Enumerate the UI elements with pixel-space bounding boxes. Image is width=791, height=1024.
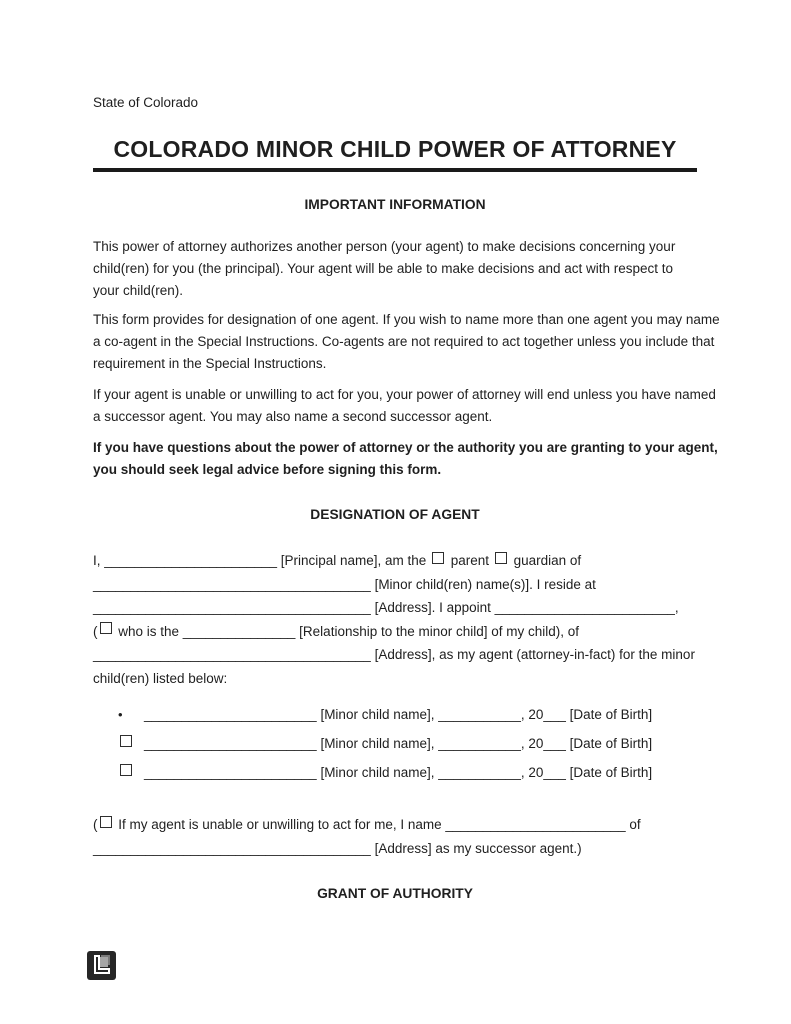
document-title: COLORADO MINOR CHILD POWER OF ATTORNEY xyxy=(93,136,697,172)
year-blank: ___ xyxy=(543,736,566,751)
birth-date-blank: ___________ xyxy=(438,707,521,722)
paragraph-line: a successor agent. You may also name a second successor agent. xyxy=(93,409,493,424)
child-row xyxy=(93,700,697,729)
successor-name-blank: ________________________ xyxy=(445,817,626,832)
form-line-agent-address xyxy=(93,643,697,667)
child-row xyxy=(93,729,697,758)
form-line-minor-children-names xyxy=(93,573,697,597)
paragraph-one-agent xyxy=(93,309,720,375)
dob-label: [Date of Birth] xyxy=(565,765,653,780)
paragraph-line: This power of attorney authorizes another person (your agent) to make decisions concerning your xyxy=(93,239,676,254)
paragraph-line: If your agent is unable or unwilling to act for you, your power of attorney will end unless you have named xyxy=(93,387,716,402)
marker-cell xyxy=(118,758,144,787)
principal-name-blank: _______________________ xyxy=(104,553,277,568)
paragraph-legal-advice xyxy=(93,437,718,481)
form-line-principal xyxy=(93,549,697,573)
guardian-checkbox xyxy=(495,552,507,564)
state-label: State of Colorado xyxy=(93,95,199,110)
minor-children-list xyxy=(93,700,697,787)
dob-label: [Date of Birth] xyxy=(565,707,653,722)
address-appoint-text: [Address]. I appoint xyxy=(370,600,495,615)
bullet-icon: • xyxy=(118,707,123,722)
birth-date-blank: ___________ xyxy=(438,736,521,751)
designation-form xyxy=(93,549,697,690)
guardian-label: guardian of xyxy=(509,553,582,568)
dob-label: [Date of Birth] xyxy=(565,736,653,751)
paragraph-successor-info xyxy=(93,384,716,428)
minor-children-names-label: [Minor child(ren) name(s)]. I reside at xyxy=(370,576,596,592)
paragraph-line: This form provides for designation of one agent. If you wish to name more than one agent you may name xyxy=(93,312,720,327)
birth-date-blank: ___________ xyxy=(438,765,521,780)
agent-name-blank: ________________________ xyxy=(494,600,675,615)
successor-checkbox xyxy=(100,816,112,828)
open-paren: ( xyxy=(93,817,98,832)
principal-address-blank: _____________________________________ xyxy=(93,600,371,615)
parent-label: parent xyxy=(447,553,493,568)
paragraph-line: you should seek legal advice before signing this form. xyxy=(93,462,442,477)
child-name-label: [Minor child name], xyxy=(316,707,439,722)
successor-agent-clause xyxy=(93,813,697,860)
agent-address-blank: _____________________________________ xyxy=(93,647,371,662)
year-blank: ___ xyxy=(543,707,566,722)
child-checkbox xyxy=(120,735,132,747)
relationship-blank: _______________ xyxy=(182,623,296,639)
child-name-blank: _______________________ xyxy=(144,765,317,780)
relationship-label: [Relationship to the minor child] of my child), of xyxy=(295,623,580,639)
child-name-label: [Minor child name], xyxy=(316,736,439,751)
form-line-successor-name xyxy=(93,813,697,837)
paragraph-line: a co-agent in the Special Instructions. Co-agents are not required to act together unless you include that xyxy=(93,334,715,349)
paragraph-line: If you have questions about the power of attorney or the authority you are granting to your agent, xyxy=(93,440,718,455)
child-name-label: [Minor child name], xyxy=(316,765,439,780)
open-paren: ( xyxy=(93,623,98,639)
year-blank: ___ xyxy=(543,765,566,780)
marker-cell xyxy=(118,729,144,758)
section-heading-important-information: IMPORTANT INFORMATION xyxy=(304,197,486,212)
principal-pre-text: I, xyxy=(93,553,105,568)
paragraph-authorization xyxy=(93,236,697,302)
successor-of-text: of xyxy=(625,817,641,832)
paragraph-line: your child(ren). xyxy=(93,283,184,298)
parent-checkbox xyxy=(432,552,444,564)
successor-address-label: [Address] as my successor agent.) xyxy=(370,840,582,856)
year-prefix: , 20 xyxy=(520,765,544,780)
legaltemplates-logo-icon xyxy=(87,951,116,980)
section-heading-designation-of-agent: DESIGNATION OF AGENT xyxy=(310,507,480,522)
marker-cell xyxy=(118,700,144,729)
form-line-listed-below: child(ren) listed below: xyxy=(93,670,228,686)
form-line-relationship xyxy=(93,620,697,644)
agent-address-label: [Address], as my agent (attorney-in-fact) for the minor xyxy=(370,647,695,662)
child-checkbox xyxy=(120,764,132,776)
successor-address-blank: _____________________________________ xyxy=(93,840,371,856)
child-row xyxy=(93,758,697,787)
relationship-pre-text: who is the xyxy=(114,623,183,639)
form-line-principal-address xyxy=(93,596,697,620)
paragraph-line: requirement in the Special Instructions. xyxy=(93,356,327,371)
paragraph-line: child(ren) for you (the principal). Your agent will be able to make decisions and act with respect to xyxy=(93,261,674,276)
child-name-blank: _______________________ xyxy=(144,707,317,722)
minor-children-names-blank: _____________________________________ xyxy=(93,576,371,592)
principal-mid-text: [Principal name], am the xyxy=(276,553,431,568)
comma-text: , xyxy=(674,600,679,615)
form-line-successor-address xyxy=(93,837,697,861)
relationship-checkbox xyxy=(100,622,112,634)
successor-pre-text: If my agent is unable or unwilling to act for me, I name xyxy=(114,817,446,832)
section-heading-grant-of-authority: GRANT OF AUTHORITY xyxy=(317,886,473,901)
child-name-blank: _______________________ xyxy=(144,736,317,751)
year-prefix: , 20 xyxy=(520,736,544,751)
year-prefix: , 20 xyxy=(520,707,544,722)
